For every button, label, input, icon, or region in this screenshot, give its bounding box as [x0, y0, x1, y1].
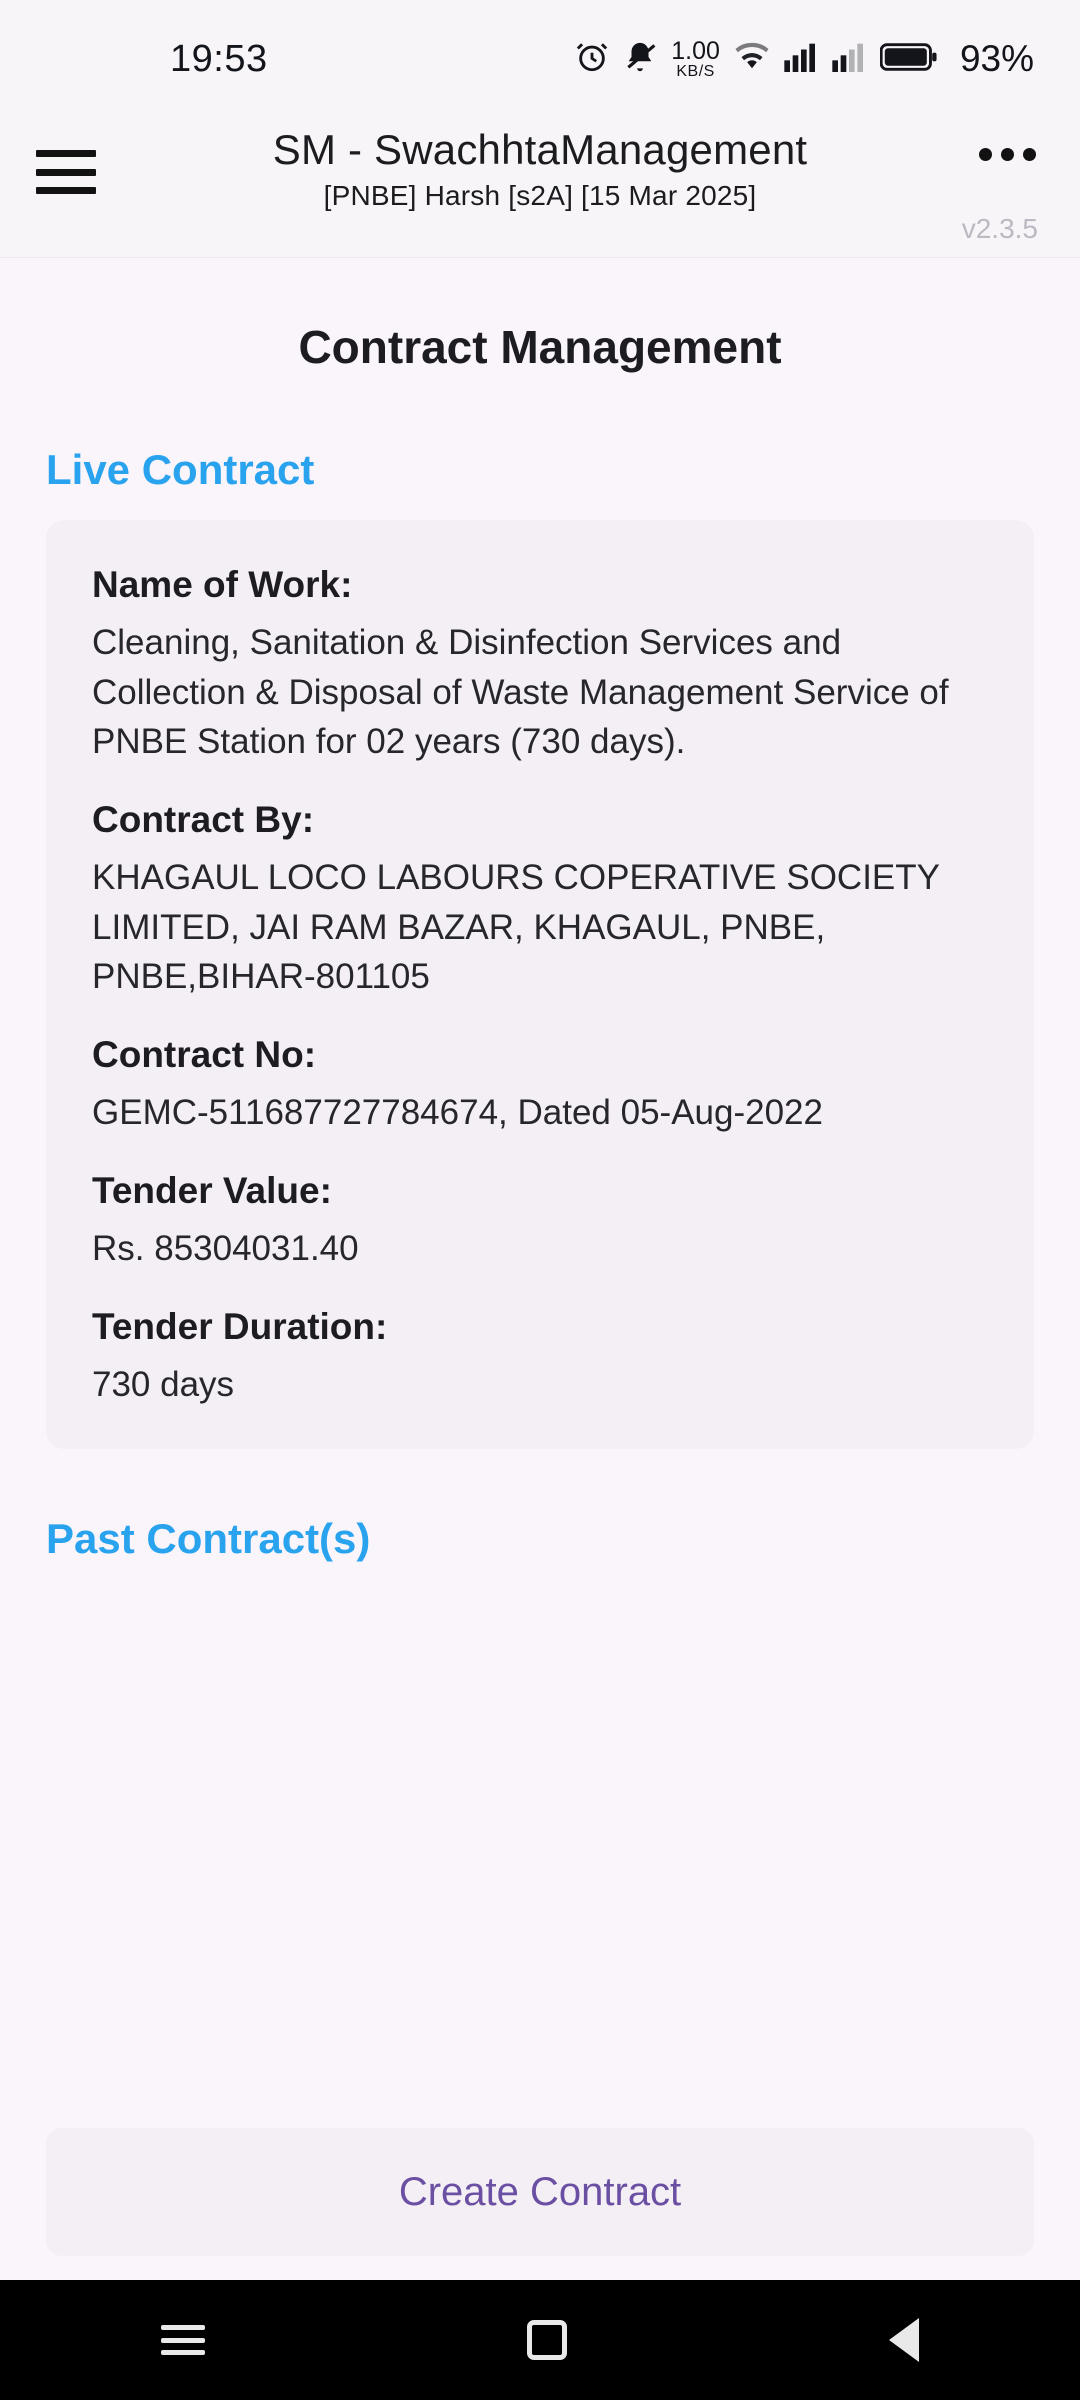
- battery-icon: [880, 42, 938, 77]
- signal-bars-icon-2: [832, 42, 866, 77]
- status-clock: 19:53: [170, 37, 268, 80]
- contract-by-value: KHAGAUL LOCO LABOURS COPERATIVE SOCIETY LIMITED, JAI RAM BAZAR, KHAGAUL, PNBE, PNBE,BIHAR-801105: [92, 858, 940, 997]
- contract-no-value: GEMC-511687727784674, Dated 05-Aug-2022: [92, 1093, 823, 1133]
- app-title-block: [0, 126, 1080, 212]
- hamburger-menu-icon[interactable]: [36, 150, 96, 194]
- status-icons: [575, 38, 1034, 80]
- overflow-menu-icon[interactable]: [979, 148, 1036, 161]
- tender-duration-value: 730 days: [92, 1364, 235, 1404]
- app-subtitle: [PNBE] Harsh [s2A] [15 Mar 2025]: [323, 180, 757, 211]
- tender-duration-label: Tender Duration:: [92, 1305, 388, 1347]
- past-contracts-section-title: Past Contract(s): [46, 1515, 371, 1563]
- name-of-work-label: Name of Work:: [92, 564, 353, 605]
- status-bar: [0, 0, 1080, 118]
- create-contract-button[interactable]: [46, 2128, 1034, 2256]
- tender-value-value: Rs. 85304031.40: [92, 1228, 359, 1268]
- create-contract-button-label: Create Contract: [398, 2169, 682, 2214]
- system-navigation-bar: [0, 2280, 1080, 2400]
- page-title: Contract Management: [298, 321, 782, 373]
- contract-by-label: Contract By:: [92, 799, 315, 841]
- home-icon[interactable]: [527, 2320, 567, 2360]
- wifi-icon: [734, 42, 770, 77]
- app-bar: [0, 118, 1080, 258]
- live-contract-section-title: Live Contract: [46, 446, 315, 493]
- app-version-label: v2.3.5: [961, 213, 1038, 244]
- live-contract-card[interactable]: [46, 520, 1034, 1449]
- contract-no-label: Contract No:: [92, 1034, 317, 1076]
- network-speed-indicator: 1.00 KB/S: [671, 36, 720, 80]
- app-title: SM - SwachhtaManagement: [272, 126, 808, 173]
- battery-percentage: 93%: [959, 38, 1034, 79]
- alarm-icon: [575, 40, 609, 79]
- bell-muted-icon: [623, 40, 657, 79]
- name-of-work-value: Cleaning, Sanitation & Disinfection Services and Collection & Disposal of Waste Management Service of PNBE Station for 02 years (730 days).: [92, 623, 949, 762]
- recents-icon[interactable]: [161, 2325, 205, 2355]
- main-content: [0, 258, 1080, 2280]
- back-icon[interactable]: [889, 2318, 919, 2362]
- tender-value-label: Tender Value:: [92, 1169, 332, 1211]
- signal-bars-icon: [784, 42, 818, 77]
